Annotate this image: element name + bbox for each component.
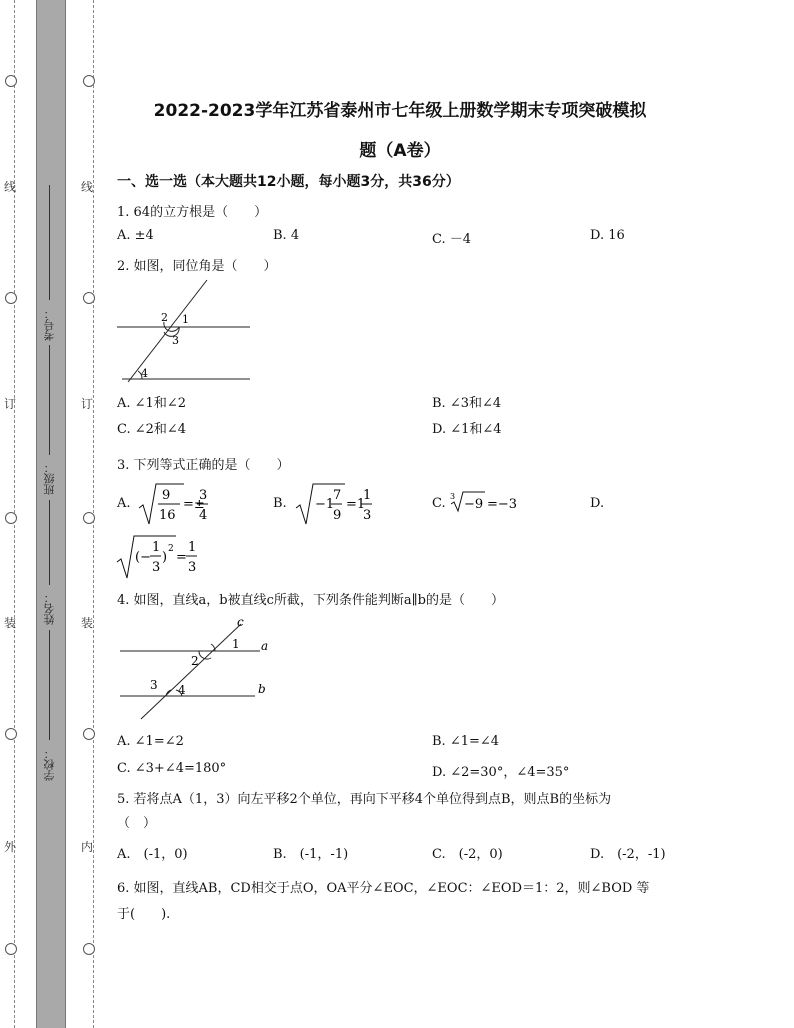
q3b-rnum: 1 [363, 488, 372, 503]
q3b-rden: 3 [363, 508, 372, 523]
q5-option-c: C. (-2，0) [432, 847, 503, 862]
q3a-rden: 4 [199, 508, 208, 523]
binding-hole [83, 292, 95, 304]
q3-expression-a [138, 481, 213, 527]
q1-option-a: A. ±4 [117, 228, 154, 243]
name-line [49, 500, 50, 585]
binding-gutter [36, 0, 66, 1028]
binding-hole [5, 512, 17, 524]
binding-hole [5, 943, 17, 955]
q3a-num: 9 [162, 488, 171, 503]
question-5-stem-line2: （ ） [117, 816, 157, 831]
q4-option-d: D. ∠2=30°，∠4=35° [432, 765, 570, 780]
q3d-eq: = [176, 550, 187, 565]
question-1-stem: 1. 64的立方根是（ ） [117, 205, 268, 220]
q5-option-d: D. (-2，-1) [590, 847, 666, 862]
q1-option-d: D. 16 [590, 228, 625, 243]
q3b-eq: =1 [346, 497, 366, 512]
binding-label-zhuang-inner: 装 [81, 616, 94, 630]
q5-option-b: B. (-1，-1) [273, 847, 349, 862]
binding-hole [83, 75, 95, 87]
page-title: 2022-2023学年江苏省泰州市七年级上册数学期末专项突破模拟 [153, 101, 647, 121]
q3c-rhs: =−3 [487, 497, 518, 512]
q3-option-b: B. [273, 496, 287, 511]
q3d-close: ) [162, 550, 168, 565]
binding-hole [83, 512, 95, 524]
q3b-den: 9 [333, 508, 342, 523]
q3d-den: 3 [152, 560, 161, 575]
name-label: 姓名： [43, 592, 56, 625]
q3c-index: 3 [450, 492, 456, 501]
binding-label-xian: 线 [4, 180, 17, 194]
q2-angle-label-4: 4 [141, 367, 148, 380]
q2-option-d: D. ∠1和∠4 [432, 422, 502, 437]
question-3-stem: 3. 下列等式正确的是（ ） [117, 458, 290, 473]
q3d-pow: 2 [168, 544, 174, 554]
school-label: 学校： [43, 748, 56, 781]
q2-figure [112, 276, 257, 386]
question-2-stem: 2. 如图，同位角是（ ） [117, 259, 277, 274]
question-4-stem: 4. 如图，直线a，b被直线c所截，下列条件能判断a∥b的是（ ） [117, 593, 504, 608]
q3a-rhs: =± [183, 497, 205, 512]
binding-hole [83, 728, 95, 740]
binding-hole [5, 292, 17, 304]
q3b-rad: −1 [315, 497, 335, 512]
q4-line-label-c: c [237, 615, 244, 629]
q5-option-a: A. (-1，0) [117, 847, 188, 862]
binding-hole [83, 943, 95, 955]
q4-angle-label-2: 2 [191, 654, 199, 668]
exam-number-line [49, 185, 50, 300]
q4-option-b: B. ∠1=∠4 [432, 734, 500, 749]
question-6-stem-line2: 于( ). [117, 907, 171, 922]
q2-angle-label-1: 1 [182, 313, 189, 326]
q3-expression-b [295, 481, 380, 527]
q3-option-c: C. [432, 496, 446, 511]
q3d-num: 1 [152, 540, 161, 555]
q2-angle-label-3: 3 [172, 334, 179, 347]
binding-label-xian-inner: 线 [81, 180, 94, 194]
q3-expression-c [449, 489, 529, 515]
q3b-num: 7 [333, 488, 342, 503]
q1-option-c: C. －4 [432, 232, 472, 247]
q3d-open: (− [135, 550, 151, 565]
q4-line-label-b: b [258, 682, 266, 696]
question-5-stem: 5. 若将点A（1，3）向左平移2个单位，再向下平移4个单位得到点B，则点B的坐标为 [117, 792, 612, 807]
q4-angle-label-3: 3 [150, 678, 158, 692]
q4-line-label-a: a [261, 639, 269, 653]
class-line [49, 345, 50, 455]
q4-figure [115, 612, 280, 724]
class-label: 班级： [43, 462, 56, 495]
q2-option-c: C. ∠2和∠4 [117, 422, 187, 437]
q2-option-b: B. ∠3和∠4 [432, 396, 502, 411]
binding-label-wai: 外 [4, 840, 17, 854]
binding-label-ding-inner: 订 [81, 397, 94, 411]
q4-option-a: A. ∠1=∠2 [117, 734, 184, 749]
q2-angle-label-2: 2 [161, 311, 168, 324]
binding-label-nei: 内 [81, 840, 94, 854]
binding-label-zhuang: 装 [4, 616, 17, 630]
q3a-rnum: 3 [199, 488, 208, 503]
q3-expression-d [116, 533, 201, 581]
school-line [49, 630, 50, 740]
q4-option-c: C. ∠3+∠4=180° [117, 761, 227, 776]
section-heading: 一、选一选（本大题共12小题，每小题3分，共36分） [117, 174, 460, 190]
q3c-rad: −9 [464, 497, 484, 512]
q4-angle-label-4: 4 [178, 683, 186, 697]
q3-option-a: A. [117, 496, 131, 511]
exam-number-label: 考号： [43, 308, 56, 341]
question-6-stem: 6. 如图，直线AB，CD相交于点O，OA平分∠EOC，∠EOC：∠EOD＝1：2，则∠BOD 等 [117, 881, 650, 896]
q3-option-d: D. [590, 496, 605, 511]
q1-option-b: B. 4 [273, 228, 300, 243]
q3d-rnum: 1 [188, 540, 197, 555]
q3a-den: 16 [159, 508, 176, 523]
binding-hole [5, 75, 17, 87]
binding-hole [5, 728, 17, 740]
q3d-rden: 3 [188, 560, 197, 575]
binding-label-ding: 订 [4, 397, 17, 411]
page-title-line2: 题（A卷） [359, 141, 441, 161]
q4-angle-label-1: 1 [232, 637, 240, 651]
q2-option-a: A. ∠1和∠2 [117, 396, 186, 411]
